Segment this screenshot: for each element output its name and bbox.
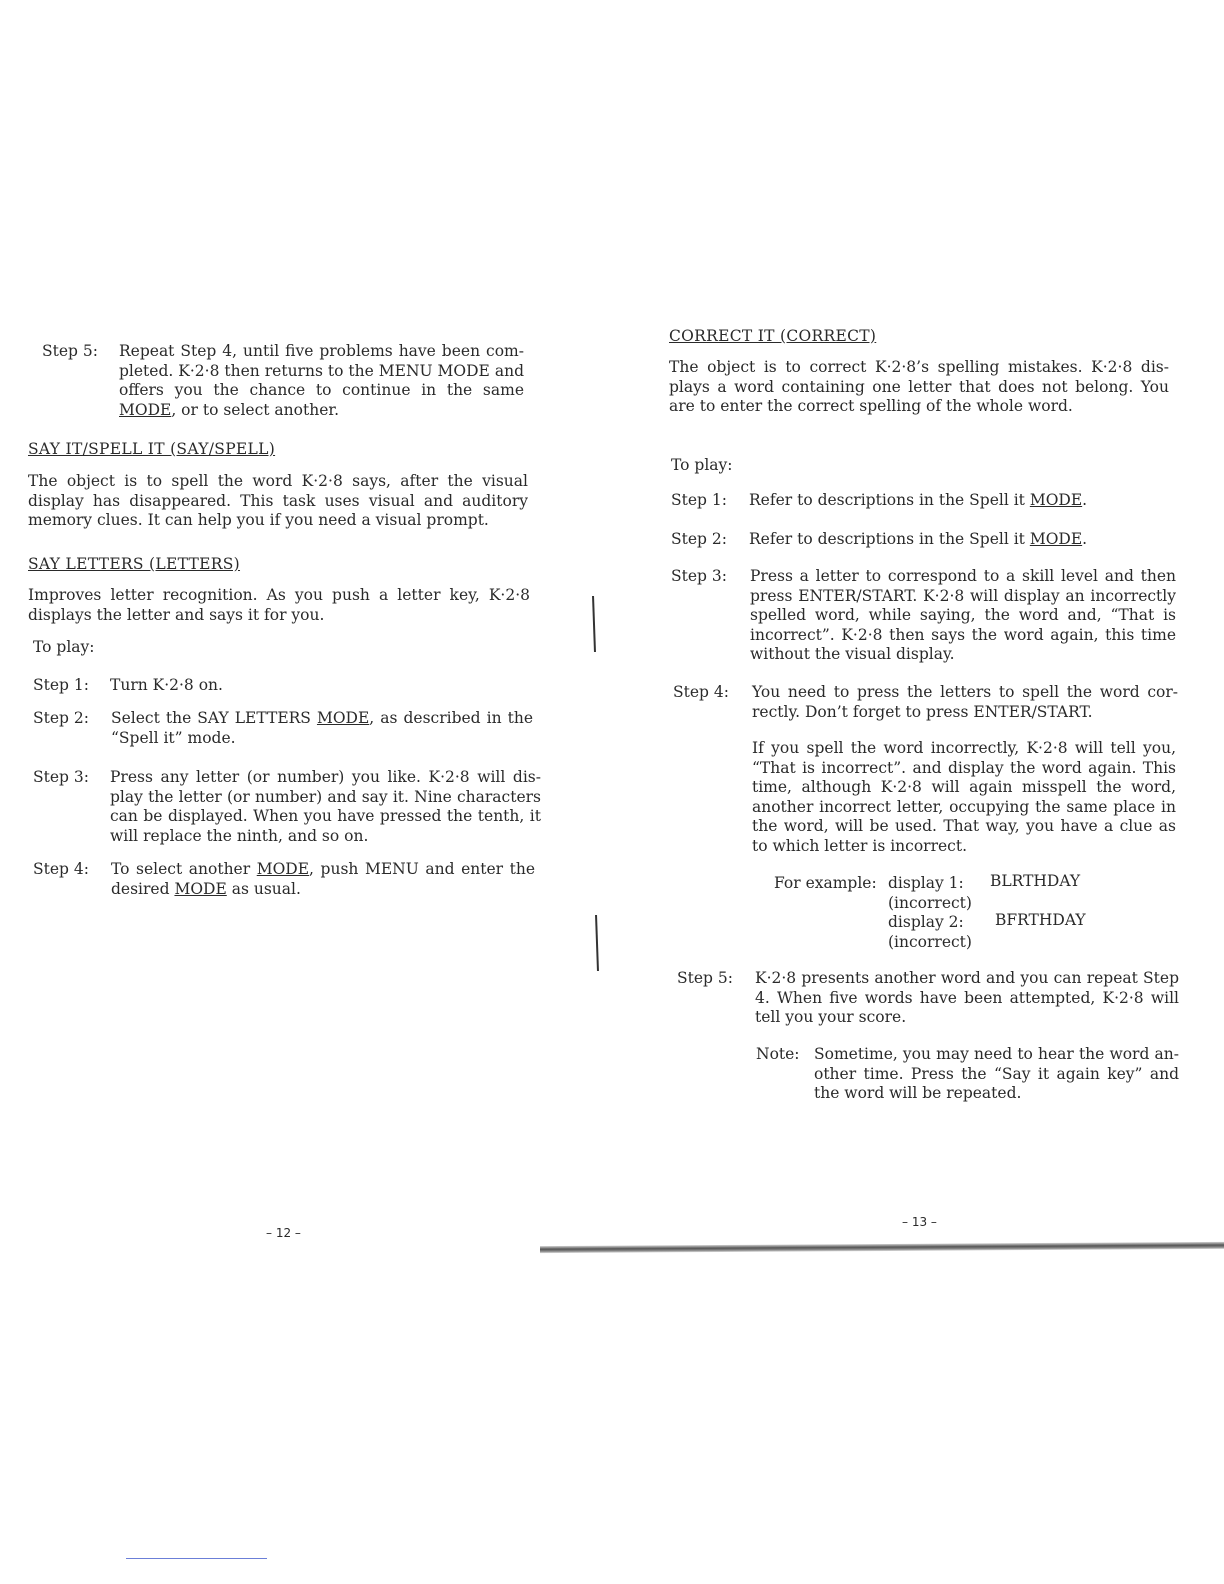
step-text: Refer to descriptions in the Spell it MODE. bbox=[749, 530, 1088, 548]
left-letters-step4 bbox=[33, 860, 535, 899]
right-step4 bbox=[673, 683, 1178, 722]
left-letters-step3 bbox=[33, 768, 541, 846]
say-spell-text: The object is to spell the word K·2·8 says, after the visual display has disappeared. This task uses visual and auditory memory clues. It can help you if you need a visual prompt. bbox=[28, 472, 528, 529]
right-step5 bbox=[677, 969, 1179, 1028]
step-label: Step 1: bbox=[671, 491, 727, 509]
example-display1-label: display 1: bbox=[888, 874, 964, 892]
step-text: Press any letter (or number) you like. K·2·8 will display the letter (or number) and say it. Nine characters can be displayed. When you have pressed the tenth, it will replace the ninth, and so on. bbox=[110, 768, 541, 845]
step-text: Turn K·2·8 on. bbox=[110, 676, 223, 694]
left-letters-step1 bbox=[33, 676, 533, 696]
gutter-mark-bottom bbox=[595, 915, 599, 971]
to-play-label: To play: bbox=[33, 638, 95, 656]
right-note bbox=[756, 1045, 1179, 1104]
step-text: Refer to descriptions in the Spell it MODE. bbox=[749, 491, 1088, 509]
step-text: Select the SAY LETTERS MODE, as described in the “Spell it” mode. bbox=[111, 709, 533, 747]
example-display1-value: BLRTHDAY bbox=[990, 872, 1081, 890]
step-text: To select another MODE, push MENU and enter the desired MODE as usual. bbox=[111, 860, 536, 898]
step-text: K·2·8 presents another word and you can repeat Step 4. When five words have been attempted, K·2·8 will tell you your score. bbox=[755, 969, 1179, 1026]
step-label: Step 1: bbox=[33, 676, 89, 694]
scan-shadow-bar bbox=[540, 1242, 1224, 1253]
step-label: Step 2: bbox=[33, 709, 89, 727]
step-label: Step 5: bbox=[42, 342, 98, 360]
step-label: Step 3: bbox=[33, 768, 89, 786]
right-step3 bbox=[671, 567, 1176, 665]
step-label: Step 5: bbox=[677, 969, 733, 987]
left-step5 bbox=[42, 342, 524, 420]
step-text: Repeat Step 4, until five problems have been completed. K·2·8 then returns to the MENU MODE and offers you the chance to continue in the same MODE, or to select another. bbox=[119, 342, 524, 419]
example-display2-value: BFRTHDAY bbox=[995, 911, 1086, 929]
page-number-right: – 13 – bbox=[902, 1215, 937, 1229]
say-spell-heading: SAY IT/SPELL IT (SAY/SPELL) bbox=[28, 440, 276, 458]
say-letters-heading: SAY LETTERS (LETTERS) bbox=[28, 555, 241, 573]
example-display2-label: display 2: bbox=[888, 913, 964, 931]
scan-blue-line bbox=[126, 1558, 267, 1559]
step-label: Step 2: bbox=[671, 530, 727, 548]
gutter-mark-top bbox=[592, 596, 596, 652]
example-label: For example: bbox=[774, 874, 877, 892]
to-play-label: To play: bbox=[671, 456, 733, 474]
example-display2-note: (incorrect) bbox=[888, 933, 972, 951]
step-label: Step 4: bbox=[33, 860, 89, 878]
left-letters-step2 bbox=[33, 709, 533, 748]
correct-heading: CORRECT IT (CORRECT) bbox=[669, 327, 877, 345]
step-label: Step 4: bbox=[673, 683, 729, 701]
page-number-left: – 12 – bbox=[266, 1226, 301, 1240]
note-text: Sometime, you may need to hear the word another time. Press the “Say it again key” and the word will be repeated. bbox=[814, 1045, 1179, 1102]
step-text: Press a letter to correspond to a skill level and then press ENTER/START. K·2·8 will display an incorrectly spelled word, while saying, the word and, “That is incorrect”. K·2·8 then says the word again, this time without the visual display. bbox=[750, 567, 1176, 663]
right-step1 bbox=[671, 491, 1176, 511]
step-text: You need to press the letters to spell the word correctly. Don’t forget to press ENTER/START. bbox=[752, 683, 1178, 721]
step4-extra-text: If you spell the word incorrectly, K·2·8 will tell you, “That is incorrect”. and display the word again. This time, although K·2·8 will again misspell the word, another incorrect letter, occupying the same place in the word, will be used. That way, you have a clue as to which letter is incorrect. bbox=[752, 739, 1176, 855]
correct-text: The object is to correct K·2·8’s spelling mistakes. K·2·8 displays a word containing one letter that does not belong. You are to enter the correct spelling of the whole word. bbox=[669, 358, 1169, 415]
say-letters-text: Improves letter recognition. As you push a letter key, K·2·8 displays the letter and says it for you. bbox=[28, 586, 530, 624]
right-step2 bbox=[671, 530, 1176, 550]
note-label: Note: bbox=[756, 1045, 800, 1063]
step-label: Step 3: bbox=[671, 567, 727, 585]
example-display1-note: (incorrect) bbox=[888, 894, 972, 912]
